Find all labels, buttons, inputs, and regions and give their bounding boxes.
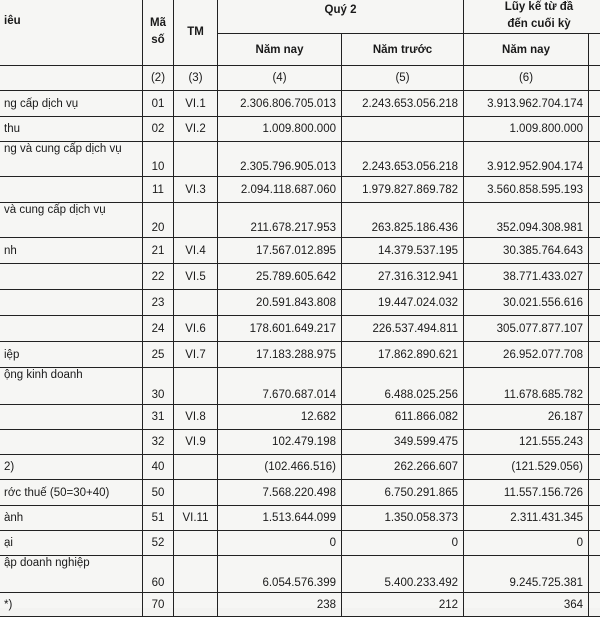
row-quarter-last-year: 0 <box>342 531 464 556</box>
row-ytd-last-year-cut <box>589 480 600 506</box>
row-note: VI.9 <box>174 430 218 455</box>
row-ytd-last-year-cut <box>589 91 600 117</box>
header-row-1 <box>0 0 600 34</box>
row-quarter-this-year: 25.789.605.642 <box>218 264 342 290</box>
row-quarter-last-year: 6.750.291.865 <box>342 480 464 506</box>
row-quarter-this-year: 1.513.644.099 <box>218 506 342 531</box>
row-code: 51 <box>143 506 174 531</box>
table-row <box>0 368 600 405</box>
row-ytd-this-year: 30.021.556.616 <box>464 290 589 316</box>
row-quarter-last-year: 226.537.494.811 <box>342 316 464 342</box>
row-label: *) <box>0 593 143 617</box>
row-ytd-this-year: 38.771.433.027 <box>464 264 589 290</box>
row-ytd-this-year: 121.555.243 <box>464 430 589 455</box>
row-quarter-last-year: 17.862.890.621 <box>342 342 464 368</box>
row-ytd-this-year: 3.912.952.904.174 <box>464 142 589 177</box>
row-ytd-this-year: 26.187 <box>464 405 589 430</box>
row-quarter-this-year: (102.466.516) <box>218 455 342 480</box>
row-code: 22 <box>143 264 174 290</box>
header-ytd <box>464 0 600 34</box>
row-ytd-last-year-cut <box>589 455 600 480</box>
row-ytd-this-year: (121.529.056) <box>464 455 589 480</box>
table-row <box>0 177 600 203</box>
row-label: ành <box>0 506 143 531</box>
header-this-year-ytd: Năm nay <box>464 34 589 66</box>
row-code: 52 <box>143 531 174 556</box>
row-ytd-last-year-cut <box>589 342 600 368</box>
row-quarter-last-year: 14.379.537.195 <box>342 238 464 264</box>
row-quarter-last-year: 263.825.186.436 <box>342 203 464 238</box>
table-row <box>0 593 600 617</box>
row-note: VI.8 <box>174 405 218 430</box>
table-row <box>0 531 600 556</box>
header-ytd-last-cut <box>589 34 600 66</box>
row-label: và cung cấp dịch vụ <box>0 203 143 238</box>
row-ytd-last-year-cut <box>589 264 600 290</box>
row-ytd-last-year-cut <box>589 506 600 531</box>
row-code: 31 <box>143 405 174 430</box>
header-code-line2: số <box>151 34 164 46</box>
row-quarter-this-year: 20.591.843.808 <box>218 290 342 316</box>
row-quarter-last-year: 27.316.312.941 <box>342 264 464 290</box>
header-name: iêu <box>0 0 143 66</box>
row-ytd-last-year-cut <box>589 238 600 264</box>
column-number-4: (4) <box>218 66 342 91</box>
row-ytd-this-year: 3.913.962.704.174 <box>464 91 589 117</box>
row-note: VI.3 <box>174 177 218 203</box>
row-code: 40 <box>143 455 174 480</box>
row-label: ộng kinh doanh <box>0 368 143 405</box>
row-ytd-last-year-cut <box>589 368 600 405</box>
row-ytd-this-year: 352.094.308.981 <box>464 203 589 238</box>
table-row <box>0 316 600 342</box>
header-last-year: Năm trước <box>342 34 464 66</box>
header-this-year: Năm nay <box>218 34 342 66</box>
row-label: 2) <box>0 455 143 480</box>
column-number-7-cut <box>589 66 600 91</box>
table-row <box>0 264 600 290</box>
row-quarter-this-year: 178.601.649.217 <box>218 316 342 342</box>
row-quarter-last-year: 611.866.082 <box>342 405 464 430</box>
row-note <box>174 203 218 238</box>
row-label: ng và cung cấp dịch vụ <box>0 142 143 177</box>
row-note <box>174 142 218 177</box>
row-note: VI.11 <box>174 506 218 531</box>
row-quarter-last-year: 2.243.653.056.218 <box>342 142 464 177</box>
row-code: 21 <box>143 238 174 264</box>
row-note: VI.4 <box>174 238 218 264</box>
row-quarter-last-year: 19.447.024.032 <box>342 290 464 316</box>
column-number-5: (5) <box>342 66 464 91</box>
row-quarter-last-year: 6.488.025.256 <box>342 368 464 405</box>
row-code: 01 <box>143 91 174 117</box>
row-ytd-last-year-cut <box>589 290 600 316</box>
row-ytd-this-year: 9.245.725.381 <box>464 556 589 593</box>
row-ytd-this-year: 26.952.077.708 <box>464 342 589 368</box>
row-note <box>174 368 218 405</box>
row-label: nh <box>0 238 143 264</box>
row-ytd-last-year-cut <box>589 405 600 430</box>
header-code-line1: Mã <box>150 17 166 29</box>
row-note <box>174 556 218 593</box>
row-quarter-this-year: 2.306.806.705.013 <box>218 91 342 117</box>
row-quarter-this-year: 7.568.220.498 <box>218 480 342 506</box>
table-row <box>0 405 600 430</box>
table-row <box>0 91 600 117</box>
row-label: rớc thuế (50=30+40) <box>0 480 143 506</box>
row-code: 10 <box>143 142 174 177</box>
row-label <box>0 264 143 290</box>
row-note: VI.1 <box>174 91 218 117</box>
row-code: 25 <box>143 342 174 368</box>
table-row <box>0 342 600 368</box>
row-ytd-this-year: 11.678.685.782 <box>464 368 589 405</box>
row-ytd-last-year-cut <box>589 316 600 342</box>
row-note: VI.7 <box>174 342 218 368</box>
row-quarter-last-year: 1.350.058.373 <box>342 506 464 531</box>
row-label <box>0 316 143 342</box>
row-quarter-last-year: 5.400.233.492 <box>342 556 464 593</box>
column-number-tm: (3) <box>174 66 218 91</box>
column-number-row <box>0 66 600 91</box>
row-label <box>0 290 143 316</box>
row-quarter-this-year: 1.009.800.000 <box>218 117 342 142</box>
row-quarter-this-year: 0 <box>218 531 342 556</box>
table-row <box>0 290 600 316</box>
row-ytd-this-year: 364 <box>464 593 589 617</box>
row-ytd-last-year-cut <box>589 117 600 142</box>
row-ytd-this-year: 305.077.877.107 <box>464 316 589 342</box>
row-code: 23 <box>143 290 174 316</box>
row-code: 20 <box>143 203 174 238</box>
table-row <box>0 455 600 480</box>
row-quarter-this-year: 211.678.217.953 <box>218 203 342 238</box>
row-code: 11 <box>143 177 174 203</box>
row-ytd-this-year: 0 <box>464 531 589 556</box>
table-row <box>0 238 600 264</box>
column-number-6: (6) <box>464 66 589 91</box>
row-ytd-last-year-cut <box>589 556 600 593</box>
row-code: 32 <box>143 430 174 455</box>
row-label: ập doanh nghiệp <box>0 556 143 593</box>
row-label <box>0 177 143 203</box>
row-label: thu <box>0 117 143 142</box>
row-ytd-this-year: 2.311.431.345 <box>464 506 589 531</box>
row-note <box>174 531 218 556</box>
table-row <box>0 480 600 506</box>
row-quarter-last-year: 349.599.475 <box>342 430 464 455</box>
row-quarter-this-year: 2.305.796.905.013 <box>218 142 342 177</box>
row-quarter-this-year: 12.682 <box>218 405 342 430</box>
row-quarter-last-year <box>342 117 464 142</box>
header-tm: TM <box>174 0 218 66</box>
row-quarter-this-year: 17.183.288.975 <box>218 342 342 368</box>
row-label: ng cấp dịch vụ <box>0 91 143 117</box>
row-ytd-this-year: 30.385.764.643 <box>464 238 589 264</box>
header-code <box>143 0 174 66</box>
table-row <box>0 117 600 142</box>
row-code: 02 <box>143 117 174 142</box>
table-row <box>0 142 600 177</box>
row-ytd-this-year: 1.009.800.000 <box>464 117 589 142</box>
row-ytd-last-year-cut <box>589 177 600 203</box>
row-quarter-last-year: 212 <box>342 593 464 617</box>
row-note: VI.2 <box>174 117 218 142</box>
row-quarter-this-year: 7.670.687.014 <box>218 368 342 405</box>
row-quarter-this-year: 102.479.198 <box>218 430 342 455</box>
row-quarter-last-year: 262.266.607 <box>342 455 464 480</box>
row-ytd-this-year: 3.560.858.595.193 <box>464 177 589 203</box>
header-ytd-line2: đến cuối kỳ <box>507 18 570 30</box>
row-quarter-this-year: 2.094.118.687.060 <box>218 177 342 203</box>
row-quarter-this-year: 17.567.012.895 <box>218 238 342 264</box>
table-row <box>0 430 600 455</box>
column-number-blank <box>0 66 143 91</box>
row-label <box>0 405 143 430</box>
row-label <box>0 430 143 455</box>
data-rows <box>0 91 600 617</box>
table-row <box>0 203 600 238</box>
row-note <box>174 480 218 506</box>
row-ytd-last-year-cut <box>589 142 600 177</box>
row-code: 50 <box>143 480 174 506</box>
row-note <box>174 290 218 316</box>
row-quarter-this-year: 238 <box>218 593 342 617</box>
row-code: 30 <box>143 368 174 405</box>
row-quarter-last-year: 1.979.827.869.782 <box>342 177 464 203</box>
row-note: VI.5 <box>174 264 218 290</box>
row-ytd-last-year-cut <box>589 203 600 238</box>
header-ytd-line1: Lũy kế từ đầ <box>505 1 573 13</box>
row-code: 70 <box>143 593 174 617</box>
row-note: VI.6 <box>174 316 218 342</box>
row-label: ại <box>0 531 143 556</box>
row-label: iệp <box>0 342 143 368</box>
row-code: 60 <box>143 556 174 593</box>
header-quarter: Quý 2 <box>218 0 464 34</box>
row-ytd-last-year-cut <box>589 430 600 455</box>
row-note <box>174 455 218 480</box>
row-quarter-this-year: 6.054.576.399 <box>218 556 342 593</box>
table-row <box>0 556 600 593</box>
row-ytd-this-year: 11.557.156.726 <box>464 480 589 506</box>
row-note <box>174 593 218 617</box>
row-code: 24 <box>143 316 174 342</box>
row-ytd-last-year-cut <box>589 593 600 617</box>
row-quarter-last-year: 2.243.653.056.218 <box>342 91 464 117</box>
row-ytd-last-year-cut <box>589 531 600 556</box>
table-row <box>0 506 600 531</box>
column-number-code: (2) <box>143 66 174 91</box>
